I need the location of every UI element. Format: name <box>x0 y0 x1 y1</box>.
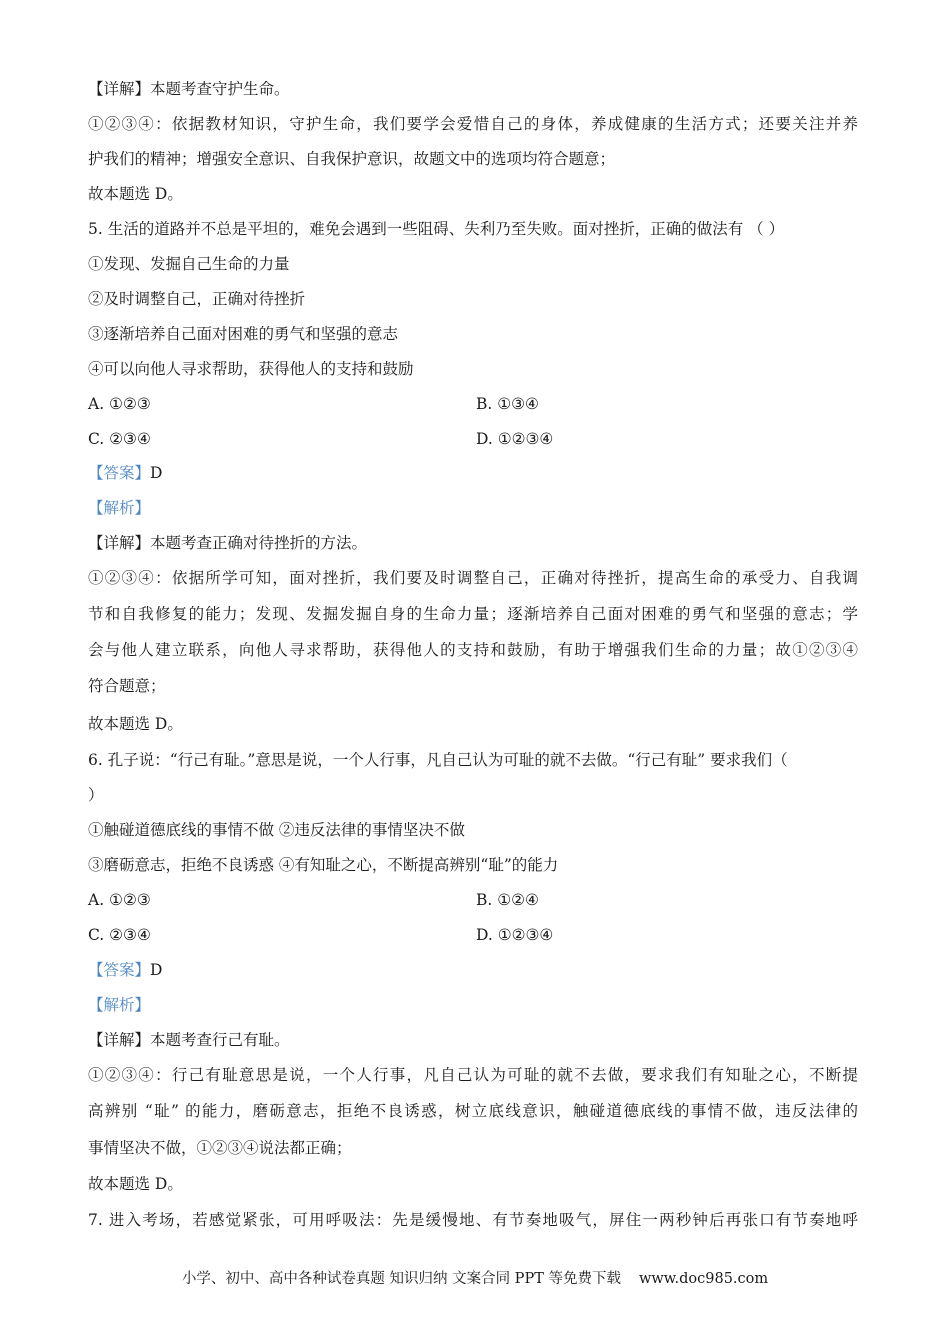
question-6-stem-cont: ） <box>88 786 104 804</box>
option-c: C. ②③④ <box>88 430 151 448</box>
question-5-stem: 5. 生活的道路并不总是平坦的，难免会遇到一些阻碍、失利乃至失败。面对挫折，正确的做法有 （ ） <box>88 220 785 238</box>
explanation-line: 护我们的精神；增强安全意识、自我保护意识，故题文中的选项均符合题意； <box>88 150 616 168</box>
option-d: D. ①②③④ <box>476 430 554 448</box>
option-c: C. ②③④ <box>88 926 151 944</box>
answer-tag: 【答案】 <box>88 464 151 482</box>
option-d: D. ①②③④ <box>476 926 554 944</box>
statement-2: ②及时调整自己，正确对待挫折 <box>88 290 306 308</box>
explanation-line: 会与他人建立联系，向他人寻求帮助，获得他人的支持和鼓励，有助于增强我们生命的力量；故①②③④ <box>88 641 858 659</box>
explanation-line: 节和自我修复的能力；发现、发掘发掘自身的生命力量；逐渐培养自己面对困难的勇气和坚强的意志；学 <box>88 605 858 623</box>
statements-1-2: ①触碰道德底线的事情不做 ②违反法律的事情坚决不做 <box>88 821 465 839</box>
statement-1: ①发现、发掘自己生命的力量 <box>88 255 290 273</box>
explanation-line: 符合题意； <box>88 677 166 695</box>
option-a: A. ①②③ <box>88 891 151 909</box>
answer-line <box>88 462 162 484</box>
explanation-line: ①②③④：行己有耻意思是说，一个人行事，凡自己认为可耻的就不去做，要求我们有知耻之心，不断提 <box>88 1066 858 1084</box>
statement-3: ③逐渐培养自己面对困难的勇气和坚强的意志 <box>88 325 399 343</box>
statements-3-4: ③磨砺意志，拒绝不良诱惑 ④有知耻之心，不断提高辨别“耻”的能力 <box>88 856 559 874</box>
conclusion-line: 故本题选 D。 <box>88 715 183 733</box>
explanation-line: 【详解】本题考查守护生命。 <box>88 80 290 98</box>
option-b: B. ①②④ <box>476 891 539 909</box>
explanation-line: ①②③④：依据教材知识，守护生命，我们要学会爱惜自己的身体，养成健康的生活方式；还要关注并养 <box>88 115 858 133</box>
footer-text: 小学、初中、高中各种试卷真题 知识归纳 文案合同 PPT 等免费下载 <box>181 1271 621 1287</box>
analysis-tag: 【解析】 <box>88 499 151 517</box>
answer-value: D <box>150 961 163 979</box>
answer-tag: 【答案】 <box>88 961 151 979</box>
answer-line <box>88 959 162 981</box>
question-7-stem: 7. 进入考场，若感觉紧张，可用呼吸法：先是缓慢地、有节奏地吸气，屏住一两秒钟后再张口有节奏地呼 <box>88 1211 858 1229</box>
explanation-line: 【详解】本题考查行己有耻。 <box>88 1031 290 1049</box>
statement-4: ④可以向他人寻求帮助，获得他人的支持和鼓励 <box>88 360 414 378</box>
explanation-line: 高辨别 “耻” 的能力，磨砺意志，拒绝不良诱惑，树立底线意识，触碰道德底线的事情不做，违反法律的 <box>88 1102 858 1120</box>
page-footer <box>0 1268 950 1290</box>
conclusion-line: 故本题选 D。 <box>88 1175 183 1193</box>
explanation-line: 【详解】本题考查正确对待挫折的方法。 <box>88 534 368 552</box>
option-b: B. ①③④ <box>476 395 539 413</box>
footer-url[interactable]: www.doc985.com <box>638 1271 769 1287</box>
analysis-tag: 【解析】 <box>88 996 151 1014</box>
explanation-line: ①②③④：依据所学可知，面对挫折，我们要及时调整自己，正确对待挫折，提高生命的承受力、自我调 <box>88 569 858 587</box>
option-a: A. ①②③ <box>88 395 151 413</box>
question-6-stem: 6. 孔子说：“行己有耻。”意思是说，一个人行事，凡自己认为可耻的就不去做。“行己有耻” 要求我们（ <box>88 751 788 769</box>
explanation-line: 事情坚决不做，①②③④说法都正确； <box>88 1139 352 1157</box>
answer-value: D <box>150 464 163 482</box>
conclusion-line: 故本题选 D。 <box>88 185 183 203</box>
